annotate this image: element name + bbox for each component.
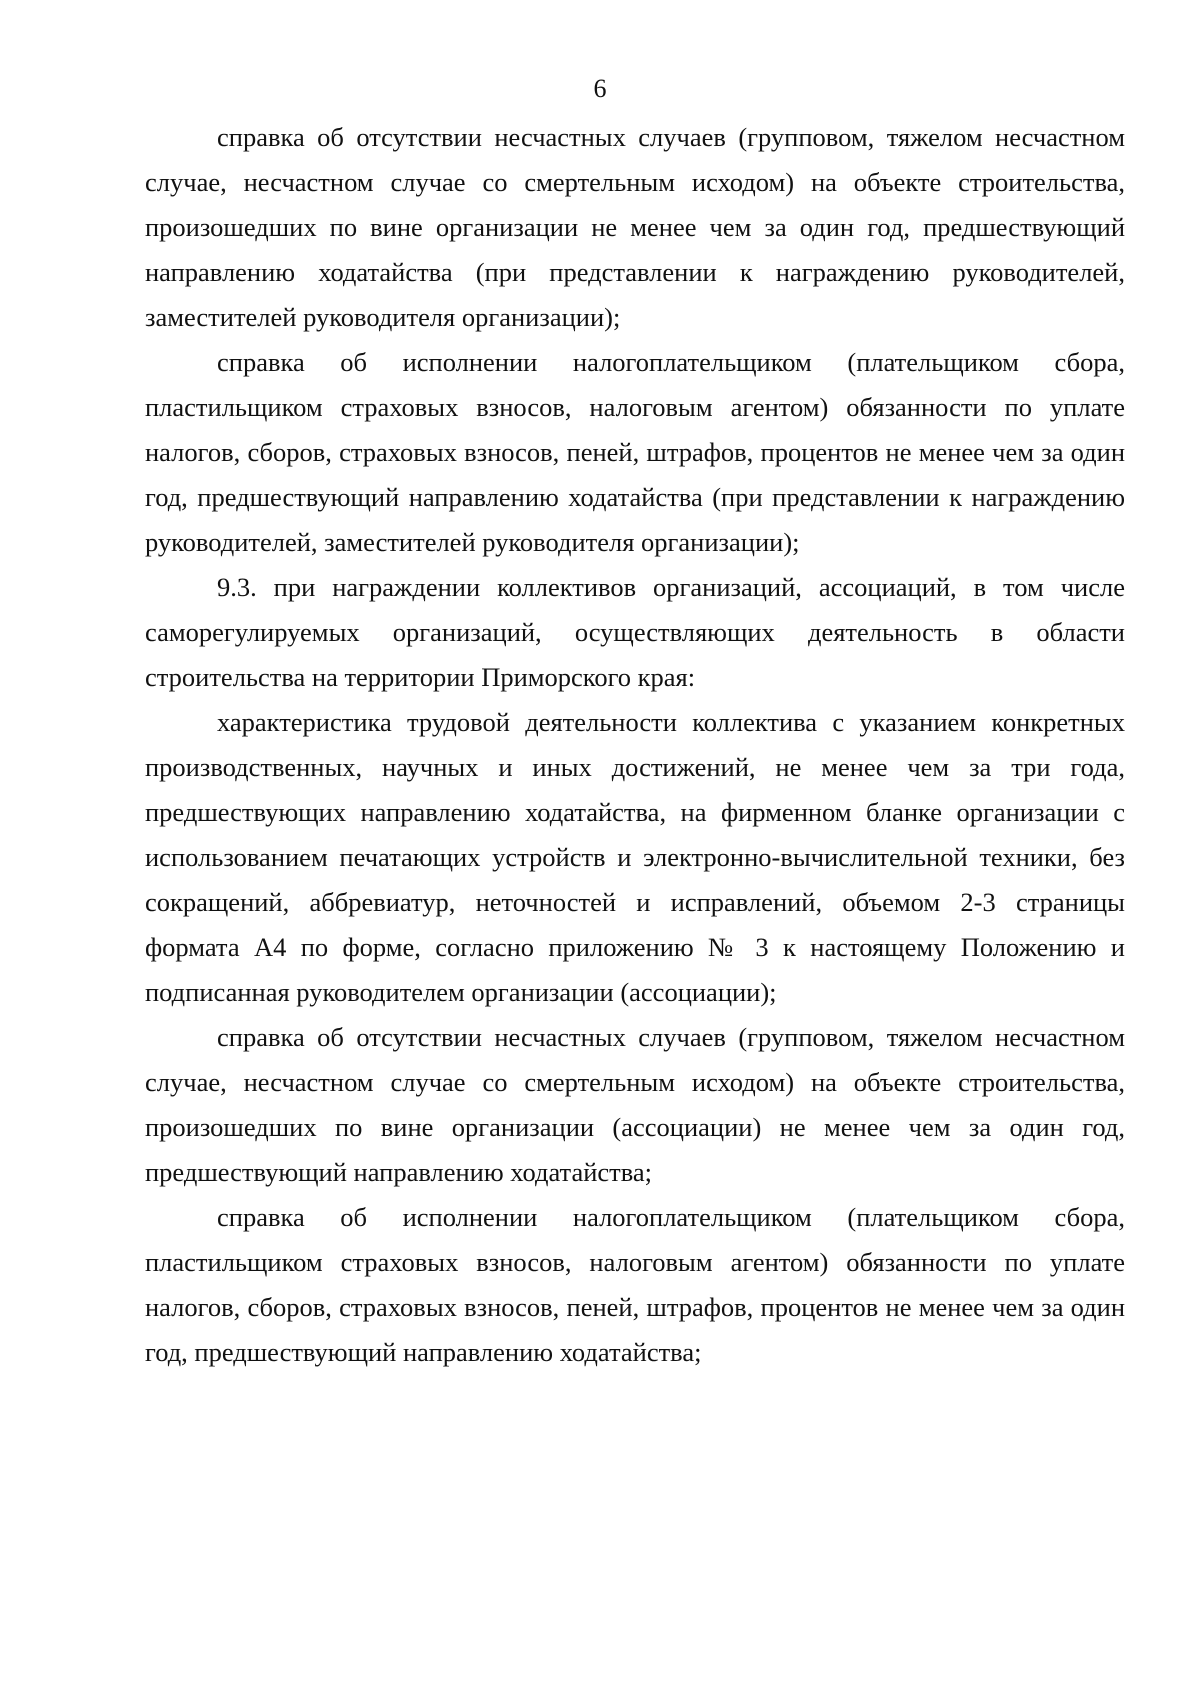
paragraph-team-characteristic: характеристика трудовой деятельности коллектива с указанием конкретных производственных, научных и иных достижений, не менее чем за три года, предшествующих направлению ходатайства, на фирменном бланке организации с использованием печатающих устройств и электронно-вычислительной техники, без сокращений, аббревиатур, неточностей и исправлений, объемом 2-3 страницы формата А4 по форме, согласно приложению № 3 к настоящему Положению и подписанная руководителем организации (ассоциации); bbox=[145, 707, 1125, 1007]
page-number: 6 bbox=[593, 74, 607, 103]
paragraph-tax-certificate-organization: справка об исполнении налогоплательщиком (плательщиком сбора, пластильщиком страховых взносов, налоговым агентом) обязанности по уплате налогов, сборов, страховых взносов, пеней, штрафов, процентов не менее чем за один год, предшествующий направлению ходатайства; bbox=[145, 1202, 1125, 1367]
paragraph-accident-certificate-organization: справка об отсутствии несчастных случаев (групповом, тяжелом несчастном случае, несчастном случае со смертельным исходом) на объекте строительства, произошедших по вине организации (ассоциации) не менее чем за один год, предшествующий направлению ходатайства; bbox=[145, 1022, 1125, 1187]
document-body bbox=[145, 115, 1125, 1375]
paragraph-section-9-3: 9.3. при награждении коллективов организаций, ассоциаций, в том числе саморегулируемых организаций, осуществляющих деятельность в области строительства на территории Приморского края: bbox=[145, 572, 1125, 692]
paragraph-tax-certificate-managers: справка об исполнении налогоплательщиком (плательщиком сбора, пластильщиком страховых взносов, налоговым агентом) обязанности по уплате налогов, сборов, страховых взносов, пеней, штрафов, процентов не менее чем за один год, предшествующий направлению ходатайства (при представлении к награждению руководителей, заместителей руководителя организации); bbox=[145, 347, 1125, 557]
paragraph-accident-certificate-managers: справка об отсутствии несчастных случаев (групповом, тяжелом несчастном случае, несчастном случае со смертельным исходом) на объекте строительства, произошедших по вине организации не менее чем за один год, предшествующий направлению ходатайства (при представлении к награждению руководителей, заместителей руководителя организации); bbox=[145, 122, 1125, 332]
